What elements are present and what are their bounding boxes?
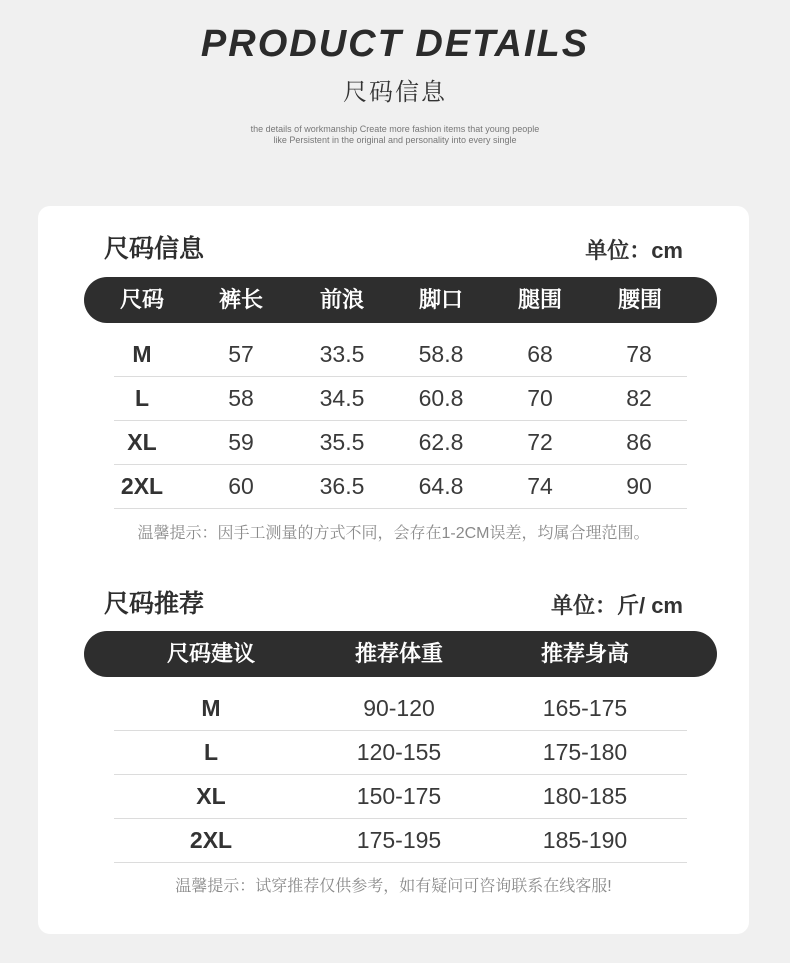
chinese-title: 尺码信息 [343, 79, 447, 106]
size-recommend-header-bar [84, 631, 717, 677]
size-info-note: 温馨提示：因手工测量的方式不同，会存在1-2CM误差，均属合理范围。 [137, 525, 650, 542]
cell-thigh: 70 [527, 385, 553, 411]
size-recommend-unit: 单位：斤/ cm [550, 593, 683, 618]
header-front-rise: 前浪 [319, 287, 365, 312]
table-row [114, 686, 687, 731]
cell-weight: 120-155 [356, 739, 442, 765]
cell-waist: 82 [626, 385, 652, 411]
cell-waist: 86 [626, 429, 652, 455]
cell-weight: 90-120 [363, 695, 435, 721]
tagline-line-2: like Persistent in the original and personality into every single [273, 135, 517, 145]
header-height: 推荐身高 [540, 641, 630, 666]
cell-size: M [201, 695, 221, 721]
size-recommend-title: 尺码推荐 [104, 590, 205, 618]
tagline [0, 124, 790, 146]
header-waist: 腰围 [617, 287, 663, 312]
cell-weight: 150-175 [356, 783, 442, 809]
cell-weight: 175-195 [356, 827, 442, 853]
table-row [114, 464, 687, 509]
cell-thigh: 74 [527, 473, 553, 499]
cell-length: 60 [228, 473, 254, 499]
cell-thigh: 72 [527, 429, 553, 455]
page-header [0, 0, 790, 200]
english-title: PRODUCT DETAILS [200, 23, 590, 65]
table-row [114, 376, 687, 421]
cell-size: XL [196, 783, 226, 809]
size-info-header-bar [84, 277, 717, 323]
header-size-suggestion: 尺码建议 [166, 641, 256, 666]
cell-leg-opening: 64.8 [418, 473, 464, 499]
cell-front-rise: 36.5 [319, 473, 365, 499]
table-row [114, 730, 687, 775]
cell-size: M [132, 341, 152, 367]
cell-length: 59 [228, 429, 254, 455]
cell-leg-opening: 60.8 [418, 385, 464, 411]
header-leg-opening: 脚口 [418, 287, 464, 312]
cell-size: XL [127, 429, 157, 455]
cell-height: 165-175 [542, 695, 628, 721]
table-row [114, 332, 687, 377]
cell-size: L [134, 385, 150, 411]
cell-size: L [203, 739, 219, 765]
table-row [114, 420, 687, 465]
cell-length: 58 [228, 385, 254, 411]
tagline-line-1: the details of workmanship Create more fashion items that young people [250, 124, 540, 134]
cell-front-rise: 33.5 [319, 341, 365, 367]
cell-waist: 78 [626, 341, 652, 367]
cell-front-rise: 35.5 [319, 429, 365, 455]
header-weight: 推荐体重 [354, 641, 444, 666]
size-info-unit: 单位：cm [585, 238, 683, 263]
cell-front-rise: 34.5 [319, 385, 365, 411]
cell-size: 2XL [120, 473, 164, 499]
header-thigh: 腿围 [517, 287, 563, 312]
table-row [114, 774, 687, 819]
cell-height: 175-180 [542, 739, 628, 765]
header-length: 裤长 [218, 287, 264, 312]
cell-waist: 90 [626, 473, 652, 499]
size-info-title: 尺码信息 [104, 235, 205, 263]
table-row [114, 818, 687, 863]
cell-length: 57 [228, 341, 254, 367]
cell-leg-opening: 62.8 [418, 429, 464, 455]
cell-leg-opening: 58.8 [418, 341, 464, 367]
cell-size: 2XL [189, 827, 233, 853]
cell-thigh: 68 [527, 341, 553, 367]
cell-height: 180-185 [542, 783, 628, 809]
header-size: 尺码 [119, 287, 165, 312]
cell-height: 185-190 [542, 827, 628, 853]
size-recommend-note: 温馨提示：试穿推荐仅供参考，如有疑问可咨询联系在线客服! [175, 878, 612, 895]
size-card [38, 206, 749, 934]
